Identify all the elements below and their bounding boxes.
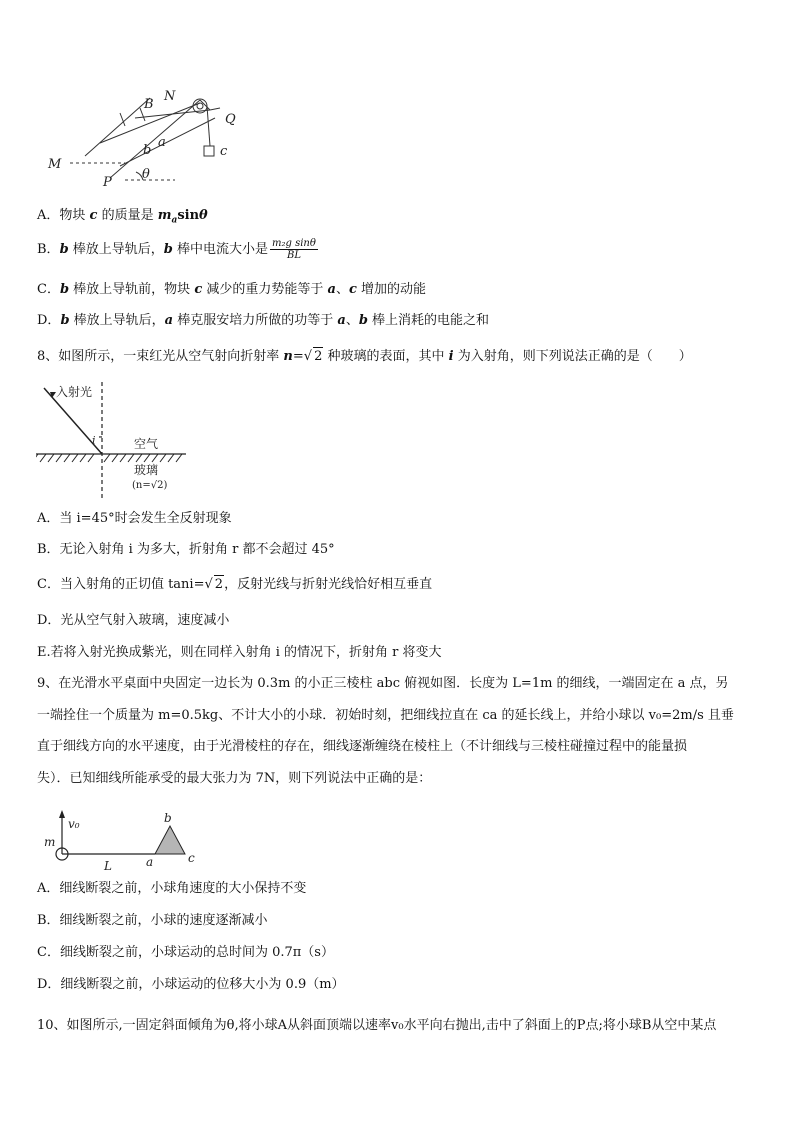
mass-label: m: [44, 835, 56, 849]
vertex-a-label: a: [146, 855, 154, 869]
q7-option-a: A．物块 c 的质量是 $m_a\sin\theta$: [37, 208, 208, 226]
q9-stem-line-2: 一端拴住一个质量为 m=0.5kg、不计大小的小球．初始时刻，把细线拉直在 ca 的延长线上，并给小球以 v₀=2m/s 且垂: [37, 708, 734, 723]
incident-label: 入射光: [56, 385, 93, 399]
q7-option-c: C．b 棒放上导轨前，物块 c 减少的重力势能等于 a、c 增加的动能: [37, 282, 427, 297]
index-label: (n=√2): [132, 480, 168, 491]
glass-label: 玻璃: [134, 463, 159, 477]
q10-stem: 10、如图所示,一固定斜面倾角为θ,将小球A从斜面顶端以速率v₀水平向右抛出,击中了斜面上的P点;将小球B从空中某点: [37, 1018, 717, 1033]
q8-option-d: D．光从空气射入玻璃，速度减小: [37, 613, 230, 628]
length-label: L: [104, 859, 112, 872]
q8-stem: 8、如图所示，一束红光从空气射向折射率 n=√ 2 种玻璃的表面，其中 i 为入射角，则下列说法正确的是（ ）: [37, 349, 692, 364]
q9-option-d: D．细线断裂之前，小球运动的位移大小为 0.9（m）: [37, 977, 345, 992]
label-b: b: [143, 143, 152, 158]
label-c: c: [220, 144, 228, 159]
current-fraction: $\frac{\text{m₂g sinθ}}{BL}$: [272, 238, 316, 261]
q8-option-a: A．当 i=45°时会发生全反射现象: [37, 511, 232, 526]
angle-i-label: i: [92, 434, 96, 447]
q7-option-b: B．b 棒放上导轨后，b 棒中电流大小是 $\frac{\text{m₂g sinθ}}{BL}$: [37, 238, 316, 261]
q9-option-a: A．细线断裂之前，小球角速度的大小保持不变: [37, 881, 307, 896]
velocity-label: v₀: [68, 817, 80, 831]
label-N: N: [164, 89, 176, 104]
vertex-c-label: c: [188, 851, 195, 865]
air-label: 空气: [134, 437, 159, 451]
label-Q: Q: [225, 112, 236, 127]
q8-option-c: C．当入射角的正切值 tani=√ 2，反射光线与折射光线恰好相互垂直: [37, 577, 433, 592]
label-a: a: [158, 135, 166, 150]
q9-option-b: B．细线断裂之前，小球的速度逐渐减小: [37, 913, 268, 928]
label-M: M: [48, 157, 62, 172]
q9-option-c: C．细线断裂之前，小球运动的总时间为 0.7π（s）: [37, 945, 334, 960]
label-B: B: [144, 97, 154, 112]
q8-option-e: E.若将入射光换成紫光，则在同样入射角 i 的情况下，折射角 r 将变大: [37, 645, 442, 660]
q7-option-d: D．b 棒放上导轨后，a 棒克服安培力所做的功等于 a、b 棒上消耗的电能之和: [37, 313, 490, 328]
prism-figure: [40, 800, 210, 872]
q9-stem-line-3: 直于细线方向的水平速度，由于光滑棱柱的存在，细线逐渐缠绕在棱柱上（不计细线与三棱柱碰撞过程中的能量损: [37, 739, 688, 754]
vertex-b-label: b: [164, 811, 172, 825]
refraction-figure: [36, 382, 186, 502]
q9-stem-line-4: 失）．已知细线所能承受的最大张力为 7N，则下列说法中正确的是：: [37, 771, 432, 786]
label-P: P: [103, 175, 112, 190]
label-theta: θ: [142, 167, 150, 182]
q8-option-b: B．无论入射角 i 为多大，折射角 r 都不会超过 45°: [37, 542, 335, 557]
q9-stem-line-1: 9、在光滑水平桌面中央固定一边长为 0.3m 的小正三棱柱 abc 俯视如图．长度为 L=1m 的细线，一端固定在 a 点，另: [37, 676, 729, 691]
rail-figure: [40, 88, 250, 193]
